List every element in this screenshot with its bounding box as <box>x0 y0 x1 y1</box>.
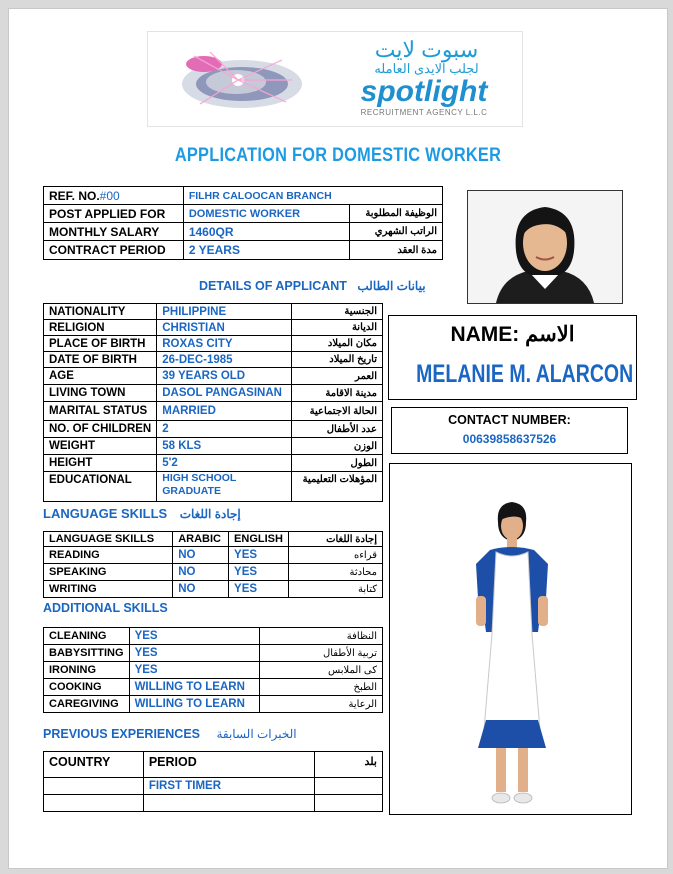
cleaning-ar: النظافة <box>260 628 383 645</box>
contract-value: 2 YEARS <box>183 241 349 260</box>
branch-name: FILHR CALOOCAN BRANCH <box>183 187 442 205</box>
cooking-label: COOKING <box>44 679 130 696</box>
page-title: APPLICATION FOR DOMESTIC WORKER <box>174 145 502 166</box>
contract-label: CONTRACT PERIOD <box>44 241 184 260</box>
applicant-details-table <box>43 303 383 502</box>
details-heading: DETAILS OF APPLICANT بيانات الطالب <box>199 279 426 293</box>
speaking-english: YES <box>229 564 289 581</box>
age-label: AGE <box>44 368 157 385</box>
babysitting-ar: تربية الأطفال <box>260 645 383 662</box>
ironing-label: IRONING <box>44 662 130 679</box>
cooking-ar: الطبخ <box>260 679 383 696</box>
salary-label-ar: الراتب الشهري <box>350 223 443 241</box>
speaking-ar: محادثة <box>288 564 382 581</box>
salary-value: 1460QR <box>183 223 349 241</box>
experience-heading: PREVIOUS EXPERIENCES الخبرات السابقة <box>43 727 297 741</box>
post-label-ar: الوظيفة المطلوبة <box>350 205 443 223</box>
logo-arabic-tagline: لجلب الايدى العامله <box>374 61 479 76</box>
weight-label: WEIGHT <box>44 438 157 455</box>
cleaning-value: YES <box>129 628 260 645</box>
nationality-value: PHILIPPINE <box>157 304 292 320</box>
applicant-name: MELANIE M. ALARCON <box>416 360 634 388</box>
exp-head-ar: بلد <box>315 752 383 778</box>
exp-row1-period: FIRST TIMER <box>143 778 314 795</box>
nationality-label: NATIONALITY <box>44 304 157 320</box>
exp-row1-country <box>44 778 144 795</box>
name-box <box>388 315 637 400</box>
salary-label: MONTHLY SALARY <box>44 223 184 241</box>
birthplace-label-ar: مكان الميلاد <box>291 336 382 352</box>
birthdate-label-ar: تاريخ الميلاد <box>291 352 382 368</box>
document-page <box>8 8 668 869</box>
religion-label: RELIGION <box>44 320 157 336</box>
reading-arabic: NO <box>173 547 229 564</box>
spotlight-logo-graphic <box>174 46 324 112</box>
religion-label-ar: الديانة <box>291 320 382 336</box>
ironing-ar: كى الملابس <box>260 662 383 679</box>
caregiving-label: CAREGIVING <box>44 696 130 713</box>
job-info-table <box>43 186 443 260</box>
writing-english: YES <box>229 581 289 598</box>
exp-row2-country <box>44 795 144 812</box>
exp-head-period: PERIOD <box>143 752 314 778</box>
marital-label-ar: الحالة الاجتماعية <box>291 402 382 421</box>
exp-row2-ar <box>315 795 383 812</box>
contact-number: 00639858637526 <box>462 432 557 446</box>
cleaning-label: CLEANING <box>44 628 130 645</box>
education-label: EDUCATIONAL <box>44 472 157 502</box>
exp-head-country: COUNTRY <box>44 752 144 778</box>
post-value: DOMESTIC WORKER <box>183 205 349 223</box>
reading-english: YES <box>229 547 289 564</box>
age-label-ar: العمر <box>291 368 382 385</box>
marital-label: MARITAL STATUS <box>44 402 157 421</box>
lang-head-english: ENGLISH <box>229 532 289 547</box>
birthdate-label: DATE OF BIRTH <box>44 352 157 368</box>
education-label-ar: المؤهلات التعليمية <box>291 472 382 502</box>
post-label: POST APPLIED FOR <box>44 205 184 223</box>
children-label: NO. OF CHILDREN <box>44 421 157 438</box>
weight-label-ar: الوزن <box>291 438 382 455</box>
company-logo <box>147 31 523 127</box>
babysitting-value: YES <box>129 645 260 662</box>
speaking-label: SPEAKING <box>44 564 173 581</box>
writing-ar: كتابة <box>288 581 382 598</box>
religion-value: CHRISTIAN <box>157 320 292 336</box>
language-skills-table <box>43 531 383 598</box>
language-heading: LANGUAGE SKILLS إجادة اللغات <box>43 506 241 521</box>
exp-row2-period <box>143 795 314 812</box>
weight-value: 58 KLS <box>157 438 292 455</box>
lang-head-ar: إجادة اللغات <box>288 532 382 547</box>
height-label-ar: الطول <box>291 455 382 472</box>
ref-number-cell: REF. NO.#00 <box>44 187 184 205</box>
experience-table <box>43 751 383 812</box>
babysitting-label: BABYSITTING <box>44 645 130 662</box>
speaking-arabic: NO <box>173 564 229 581</box>
logo-arabic-name: سبوت لايت <box>374 37 479 62</box>
caregiving-value: WILLING TO LEARN <box>129 696 260 713</box>
reading-ar: قراءه <box>288 547 382 564</box>
logo-subtitle: RECRUITMENT AGENCY L.L.C <box>360 108 488 117</box>
height-label: HEIGHT <box>44 455 157 472</box>
birthplace-label: PLACE OF BIRTH <box>44 336 157 352</box>
reading-label: READING <box>44 547 173 564</box>
writing-label: WRITING <box>44 581 173 598</box>
living-town-value: DASOL PANGASINAN <box>157 385 292 402</box>
caregiving-ar: الرعاية <box>260 696 383 713</box>
contact-box <box>391 407 628 454</box>
full-body-photo <box>389 463 632 815</box>
birthplace-value: ROXAS CITY <box>157 336 292 352</box>
passport-photo <box>467 190 623 304</box>
cooking-value: WILLING TO LEARN <box>129 679 260 696</box>
ironing-value: YES <box>129 662 260 679</box>
birthdate-value: 26-DEC-1985 <box>157 352 292 368</box>
name-label: NAME: الاسم <box>450 323 575 346</box>
marital-value: MARRIED <box>157 402 292 421</box>
age-value: 39 YEARS OLD <box>157 368 292 385</box>
lang-head-label: LANGUAGE SKILLS <box>44 532 173 547</box>
nationality-label-ar: الجنسية <box>291 304 382 320</box>
living-town-label: LIVING TOWN <box>44 385 157 402</box>
writing-arabic: NO <box>173 581 229 598</box>
education-value: HIGH SCHOOL GRADUATE <box>157 472 292 502</box>
logo-name: spotlight <box>360 75 488 108</box>
children-value: 2 <box>157 421 292 438</box>
lang-head-arabic: ARABIC <box>173 532 229 547</box>
living-town-label-ar: مدينة الاقامة <box>291 385 382 402</box>
exp-row1-ar <box>315 778 383 795</box>
contract-label-ar: مدة العقد <box>350 241 443 260</box>
children-label-ar: عدد الأطفال <box>291 421 382 438</box>
additional-heading: ADDITIONAL SKILLS <box>43 601 168 615</box>
contact-label: CONTACT NUMBER: <box>448 413 571 427</box>
additional-skills-table <box>43 627 383 713</box>
height-value: 5'2 <box>157 455 292 472</box>
